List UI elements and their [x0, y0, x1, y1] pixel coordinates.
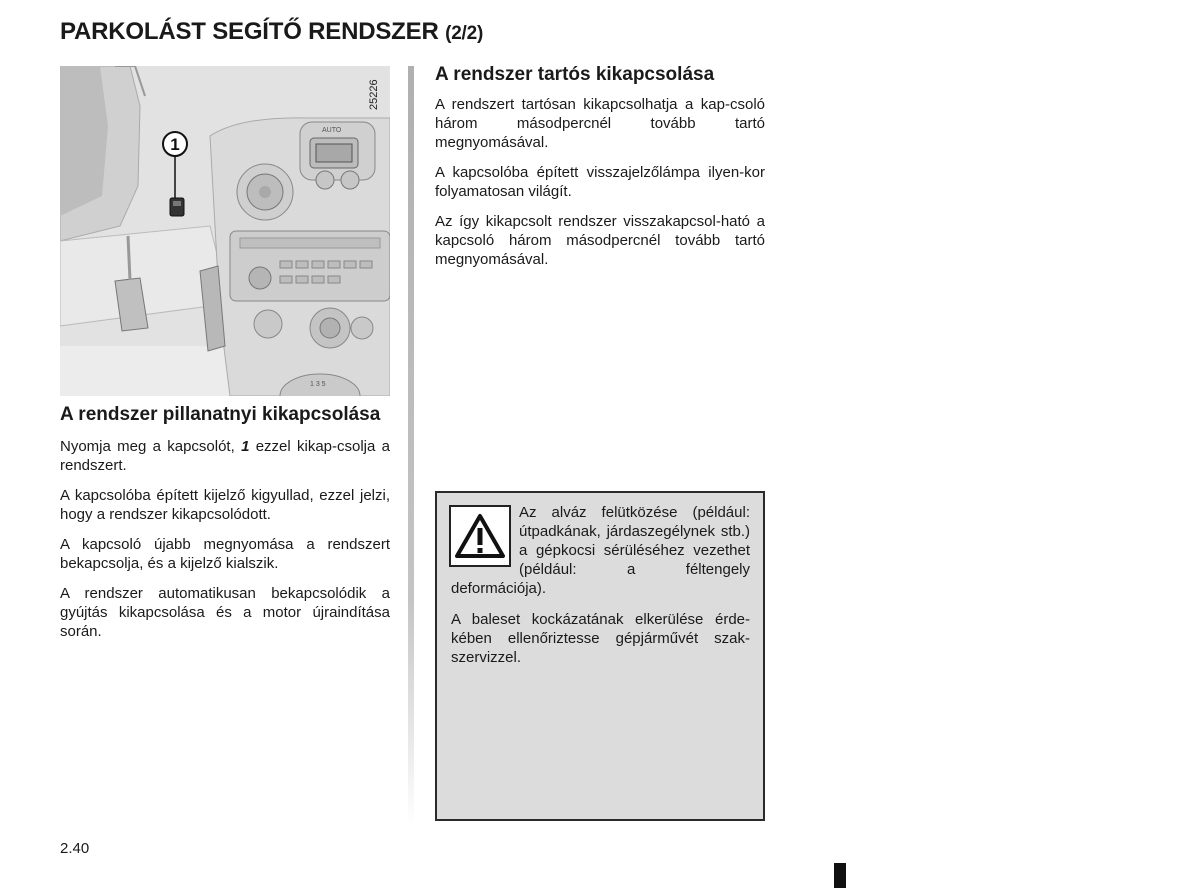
item-reference: 1	[241, 438, 250, 455]
column-divider	[408, 66, 414, 826]
page-title	[60, 18, 483, 46]
section-temporary-disable	[60, 403, 390, 652]
paragraph	[60, 437, 390, 475]
paragraph: A kapcsolóba épített visszajelzőlámpa ilyen-kor folyamatosan világít.	[435, 164, 765, 200]
dashboard-drawing	[60, 66, 390, 396]
warning-box	[435, 491, 765, 821]
warning-text: Az alváz felütközése (például: útpadkának, járdaszegélynek stb.) a gépkocsi sérüléséhez vezethet (például: a féltengely deformációja).	[451, 504, 750, 597]
section-permanent-disable	[435, 63, 765, 280]
page-title-main: PARKOLÁST SEGÍTŐ RENDSZER	[60, 18, 439, 45]
chapter-tab-marker	[834, 863, 846, 888]
warning-text: A baleset kockázatának elkerülése érde-kében ellenőriztesse gépjárművét szak-szervizzel.	[451, 611, 750, 666]
callout-number: 1	[170, 135, 180, 154]
display-label: AUTO	[322, 127, 342, 134]
figure-code: 25226	[368, 79, 380, 110]
paragraph: A rendszer automatikusan bekapcsolódik a gyújtás kikapcsolása és a motor újraindítása során.	[60, 585, 390, 640]
section-heading: A rendszer tartós kikapcsolása	[435, 64, 715, 85]
paragraph: Az így kikapcsolt rendszer visszakapcsol-ható a kapcsoló három másodpercnél tovább tartó megnyomásával.	[435, 213, 765, 268]
paragraph: A rendszert tartósan kikapcsolhatja a kap-csoló három másodpercnél tovább tartó megnyomásával.	[435, 96, 765, 151]
section-heading: A rendszer pillanatnyi kikapcsolása	[60, 404, 381, 425]
dashboard-illustration	[60, 66, 390, 396]
paragraph-text: Nyomja meg a kapcsolót,	[60, 438, 242, 455]
paragraph-text: ezzel kikap-csolja a rendszert.	[60, 438, 390, 474]
page-number: 2.40	[60, 840, 90, 857]
warning-triangle-icon	[449, 505, 511, 567]
page-title-part: (2/2)	[445, 23, 484, 44]
paragraph: A kapcsoló újabb megnyomása a rendszert bekapcsolja, és a kijelző kialszik.	[60, 536, 390, 572]
svg-text:1 3 5: 1 3 5	[310, 381, 326, 388]
paragraph: A kapcsolóba épített kijelző kigyullad, ezzel jelzi, hogy a rendszer kikapcsolódott.	[60, 487, 390, 523]
